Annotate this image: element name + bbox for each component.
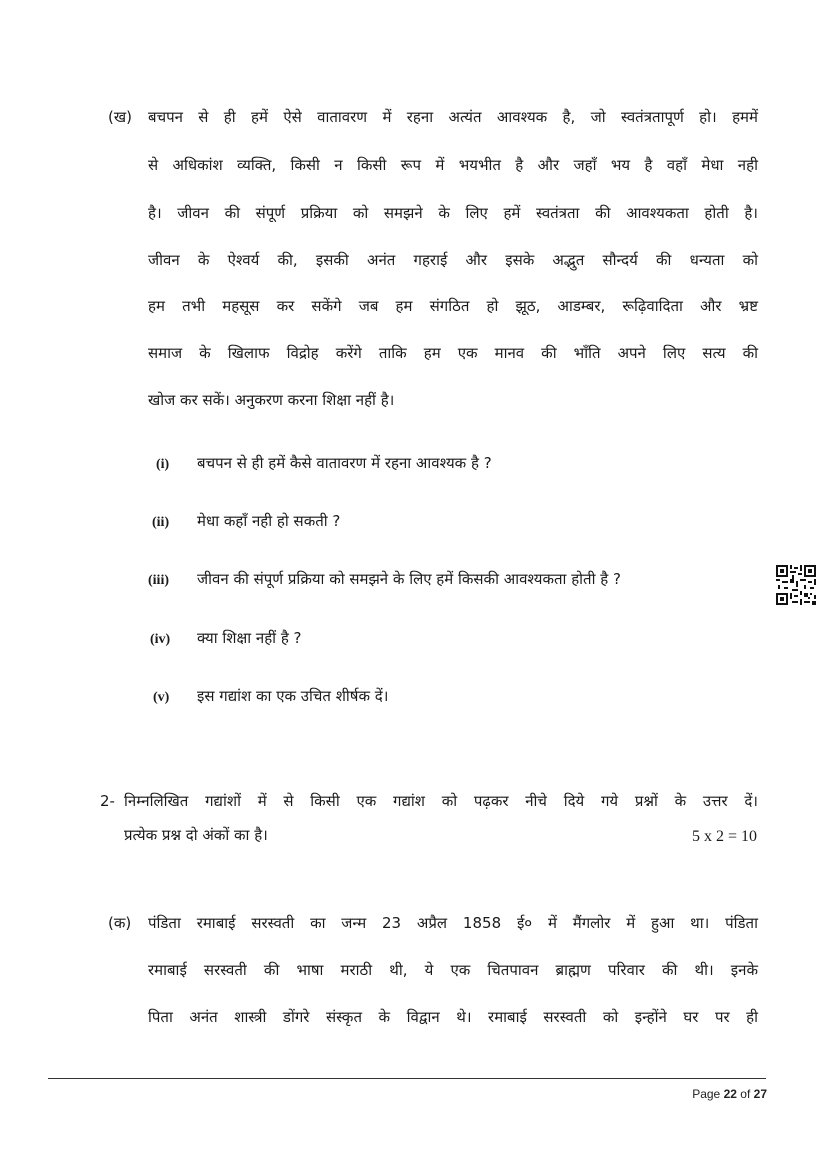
question-text: जीवन की संपूर्ण प्रक्रिया को समझने के लिए हमें किसकी आवश्यकता होती है ? bbox=[197, 570, 621, 588]
qr-code-icon bbox=[776, 565, 816, 605]
question-text: मेधा कहाँ नही हो सकती ? bbox=[197, 512, 341, 530]
section-marker-kha: (ख) bbox=[108, 108, 132, 126]
page-word: Page bbox=[692, 1087, 721, 1101]
footer-divider bbox=[48, 1078, 766, 1079]
question-number: (ii) bbox=[152, 515, 170, 530]
page-number bbox=[692, 1087, 767, 1101]
passage-line: पंडिता रमाबाई सरस्वती का जन्म 23 अप्रैल 1858 ई० में मैंगलोर में हुआ था। पंडिता bbox=[148, 914, 758, 932]
question-number: (iii) bbox=[148, 573, 169, 588]
passage-line: खोज कर सकें। अनुकरण करना शिक्षा नहीं है। bbox=[148, 391, 395, 409]
passage-line: रमाबाई सरस्वती की भाषा मराठी थी, ये एक चितपावन ब्राह्मण परिवार की थी। इनके bbox=[148, 961, 758, 979]
of-word: of bbox=[740, 1087, 751, 1101]
question-number: (iv) bbox=[150, 632, 171, 647]
passage-line: बचपन से ही हमें ऐसे वातावरण में रहना अत्यंत आवश्यक है, जो स्वतंत्रतापूर्ण हो। हममें bbox=[148, 108, 758, 126]
section-marker-ka: (क) bbox=[108, 914, 132, 932]
current-page: 22 bbox=[723, 1087, 737, 1101]
passage-line: से अधिकांश व्यक्ति, किसी न किसी रूप में भयभीत है और जहाँ भय है वहाँ मेधा नही bbox=[148, 156, 758, 174]
question-2-number: 2- bbox=[100, 792, 115, 810]
passage-line: जीवन के ऐश्वर्य की, इसकी अनंत गहराई और इसके अद्भुत सौन्दर्य की धन्यता को bbox=[148, 251, 758, 269]
question-text: इस गद्यांश का एक उचित शीर्षक दें। bbox=[197, 687, 389, 705]
question-number: (v) bbox=[153, 690, 170, 705]
passage-line: है। जीवन की संपूर्ण प्रक्रिया को समझने के लिए हमें स्वतंत्रता की आवश्यकता होती है। bbox=[148, 204, 758, 222]
question-text: बचपन से ही हमें कैसे वातावरण में रहना आवश्यक है ? bbox=[197, 454, 492, 472]
question-text: क्या शिक्षा नहीं है ? bbox=[197, 629, 302, 647]
total-pages: 27 bbox=[753, 1087, 767, 1101]
passage-line: पिता अनंत शास्त्री डोंगरे संस्कृत के विद्वान थे। रमाबाई सरस्वती को इन्होंने घर पर ही bbox=[148, 1008, 758, 1026]
passage-line: हम तभी महसूस कर सकेंगे जब हम संगठित हो झूठ, आडम्बर, रूढ़िवादिता और भ्रष्ट bbox=[148, 297, 758, 315]
marks-label: 5 x 2 = 10 bbox=[691, 828, 757, 845]
question-2-instruction: निम्नलिखित गद्यांशों में से किसी एक गद्यांश को पढ़कर नीचे दिये गये प्रश्नों के उत्तर दें। bbox=[124, 792, 758, 810]
question-2-instruction-line2: प्रत्येक प्रश्न दो अंकों का है। bbox=[124, 826, 268, 844]
passage-line: समाज के खिलाफ विद्रोह करेंगे ताकि हम एक मानव की भाँति अपने लिए सत्य की bbox=[148, 344, 758, 362]
question-number: (i) bbox=[156, 457, 170, 472]
